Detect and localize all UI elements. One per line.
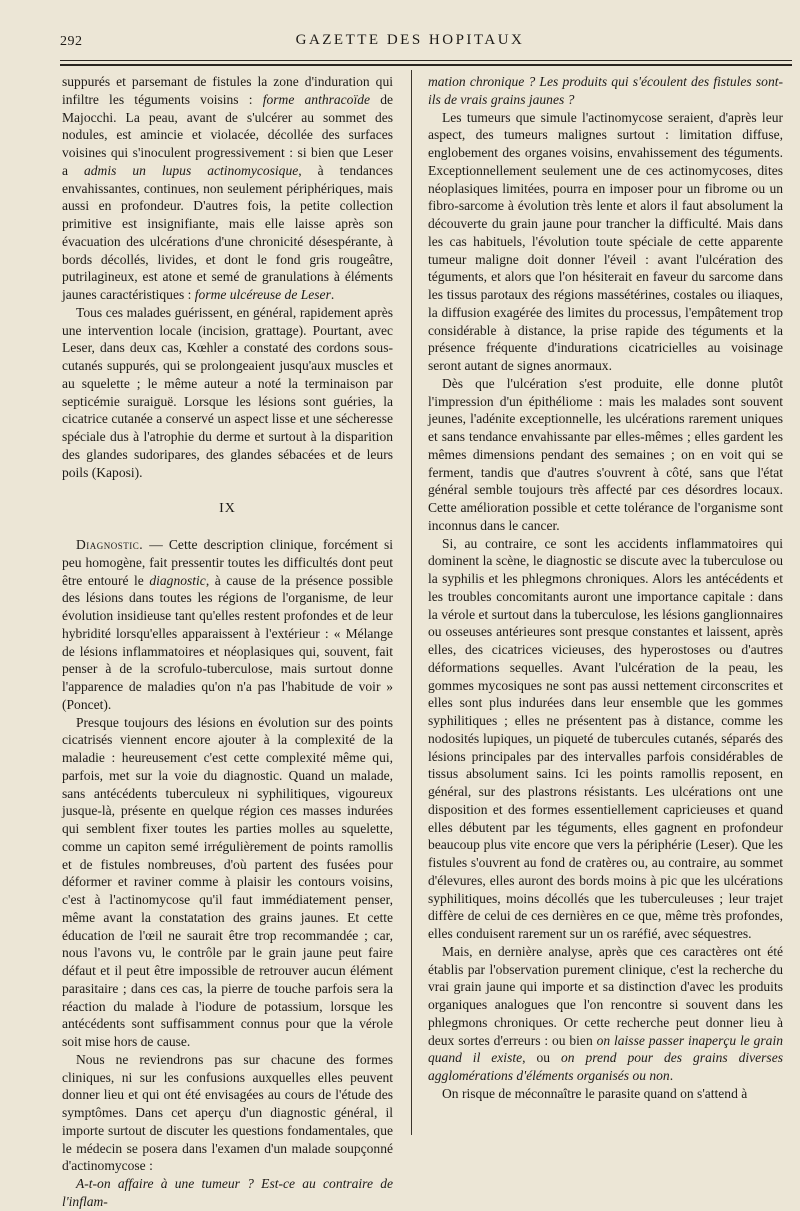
text-run: , ou <box>522 1050 561 1066</box>
italic-term: forme anthracoïde <box>262 91 370 107</box>
section-heading: IX <box>219 501 236 517</box>
left-column <box>62 73 394 1209</box>
page-header <box>60 30 760 54</box>
paragraph <box>62 536 393 714</box>
paragraph <box>62 1175 393 1211</box>
paragraph <box>62 73 393 304</box>
paragraph: Tous ces malades guérissent, en général, rapidement après une intervention locale (incision, grattage). Pourtant, avec Leser, dans deux cas, Kœhler a constaté des cordons sous-cutanés suppurés, qui se prolongeaient jusqu'aux muscles et au squelette ; le même auteur a noté la terminaison par septicémie suraiguë. Lorsque les lésions sont guéries, la cicatrice cutanée a conservé un aspect lisse et une sécheresse spéciale dus à l'atrophie du derme et surtout à la disparition des glandes sudoripares, des glandes sébacées et de leurs poils (Kaposi). <box>62 304 393 480</box>
text-run: , à tendances envahissantes, continues, non seulement périphériques, mais aussi en profondeur. D'autres fois, la petite collection primitive est insignifiante, mais elle laisse après son évacuation des ulcérations d'une chronicité désespérante, à bords décollés, livides, et dont le fond gris rougeâtre, putrilagineux, est atone et semé de granulations à éléments jaunes caractéristiques : <box>62 162 393 302</box>
section-lead: Diagnostic. <box>76 537 144 552</box>
italic-term: diagnostic <box>149 572 206 588</box>
paragraph: Les tumeurs que simule l'actinomycose seraient, d'après leur aspect, des tumeurs malignes surtout : limitation diffuse, englobement des organes voisins, envahissement des téguments. Exceptionnellement seulement une de ces actinomycoses, dites néoplasiques limitées, pourra en imposer pour un fibrome ou un fibro-sarcome à évolution très lente et alors il faut absolument la découverte du grain jaune pour trancher la difficulté. Mais dans les cas habituels, l'évolution toute spéciale de cette apparente tumeur maligne doit donner l'éveil : avant l'ulcération des téguments, et alors que l'on hésiterait en faveur du sarcome dans les tissus parotaux des régions massétérines, costales ou iliaques, la diffusion exagérée des limites du processus, l'empâtement trop considérable à distance, la prise rapide des téguments et la présence fréquente d'indurations cicatricielles au voisinage seront autant de signes anormaux. <box>428 109 783 373</box>
paragraph: Presque toujours des lésions en évolution sur des points cicatrisés viennent encore ajouter à la complexité de la maladie : heureusement c'est cette complexité même qui, parfois, met sur la voie du diagnostic. Quand un malade, sans antécédents tuberculeux ni syphilitiques, vigoureux jusque-là, présente en quelque région ces masses indurées qui semblent fixer toutes les parties molles au squelette, comme un capiton semé irrégulièrement de points ramollis et de fistules nombreuses, d'où partent des fusées pour déformer et raviner comme à plaisir les contours voisins, c'est à l'actinomycose qu'il faut immédiatement penser, même avant la constatation des grains jaunes. Et cette éducation de l'œil ne saurait être trop recommandée ; car, nous l'avons vu, le contrôle par le grain jaune peut faire défaut et il peut être impossible de retrouver aucun élément parasitaire ; dans ces cas, la pierre de touche parfois sera la réaction du malade à l'iodure de potassium, lorsque les antécédents sont suffisamment connus pour que la vérole soit mise hors de cause. <box>62 714 393 1049</box>
text-run: de Majocchi. La peau, avant de s'ulcérer au sommet des nodules, est amincie et violacée, décollée des surfaces voisines qui s'inoculent progressivement : si bien que Leser a <box>62 91 393 178</box>
text-run: — Cette description clinique, forcément si peu homogène, fait pressentir toutes les difficultés dont peut être entouré le <box>62 537 393 588</box>
text-run: Mais, en dernière analyse, après que ces caractères ont été établis par l'observation purement clinique, c'est la recherche du vrai grain jaune qui importe et sa distinction d'avec les produits organiques analogues que l'on rencontre si souvent dans les phlegmons chroniques. Or cette recherche peut donner lieu à deux sortes d'erreurs : ou bien <box>428 943 783 1048</box>
header-rule <box>60 60 792 61</box>
text-run: suppurés et parsemant de fistules la zone d'induration qui infiltre les téguments voisins : <box>62 74 393 107</box>
text-run: . <box>330 287 335 302</box>
paragraph: Nous ne reviendrons pas sur chacune des formes cliniques, ni sur les confusions auxquelles elles peuvent donner lieu et qui ont été envisagées au cours de l'étude des symptômes. Dans cet aperçu d'un diagnostic général, il importe surtout de discuter les questions fondamentales, que le médecin se posera dans l'examen d'un malade soupçonné d'actinomycose : <box>62 1051 393 1174</box>
italic-term: admis un lupus actinomycosique <box>84 162 299 178</box>
text-run: , à cause de la présence possible des lésions dans toutes les régions de l'organisme, de leur évolution insidieuse tant qu'elles restent profondes et de leur hybridité lorsqu'elles apparaissent à l'extérieur : « Mélange de lésions inflammatoires et néoplasiques qui, souvent, fait penser à de la scrofulo-tuberculose, mais surtout donne l'apparence de maladies qu'on n'a pas l'habitude de voir » (Poncet). <box>62 572 394 712</box>
paragraph <box>428 73 783 109</box>
paragraph: Dès que l'ulcération s'est produite, elle donne plutôt l'impression d'un épithéliome : mais les malades sont souvent jeunes, l'adénite exceptionnelle, les ulcérations rarement uniques et sans tendance envahissante par elles-mêmes ; elles gardent les mêmes dimensions pendant des semaines ; on en voit qui se ferment, tandis que d'autres s'ouvrent à côté, sans que l'état général semble toujours très affecté par ces désordres locaux. Cette amélioration possible et cette tolérance de l'organisme sont inconnus dans le cancer. <box>428 375 783 533</box>
italic-term: forme ulcéreuse de Leser <box>194 287 331 302</box>
text-run: . <box>669 1068 674 1083</box>
paragraph <box>428 943 783 1085</box>
page-number: 292 <box>60 34 83 49</box>
italic-term: on laisse passer inaperçu le grain quand il existe <box>428 1032 783 1066</box>
journal-title: GAZETTE DES HOPITAUX <box>295 32 525 48</box>
italic-question: mation chronique ? Les produits qui s'écoulent des fistules sont-ils de vrais grains jaunes ? <box>428 74 783 107</box>
paragraph: Si, au contraire, ce sont les accidents inflammatoires qui dominent la scène, le diagnostic se discute avec la tuberculose ou la syphilis et les phlegmons chroniques. Alors les antécédents et les troubles concomitants auront une importance capitale : dans la vérole et surtout dans la tuberculose, les lésions ganglionnaires ou osseuses antérieures sont presque constantes et laissent, après elles, des cicatrices vicieuses, des hyperostoses ou d'autres déformations sequelles. Avant l'ulcération de la peau, les gommes mycosiques ne sont pas aussi nettement circonscrites et elles sont plus indurées dans leur ensemble que les gommes syphilitiques ; elles ne présentent pas à distance, comme les nodosités lupiques, un piqueté de tubercules cutanés, séparés des lésions principales par des intervalles parfois considérables de tissus absolument sains. Ici les points ramollis reposent, en général, sur des plastrons résistants. Les ulcérations ont une disposition et des formes essentiellement capricieuses et quand elles débutent par les téguments, elles gagnent en profondeur beaucoup plus vite encore que vers la périphérie (Leser). Que les fistules s'ouvrent au fond de cratères ou, au contraire, au sommet d'élevures, elles auront des bords moins à pic que les ulcérations syphilitiques, moins décollés que les tuberculeuses ; leur trajet diffère de celui de ces dernières en ce que, même très profondes, elles conduisent rarement sur un os raréfié, avec séquestres. <box>428 535 783 941</box>
column-divider <box>411 70 412 1135</box>
header-rule-thick <box>60 64 792 66</box>
italic-question: A-t-on affaire à une tumeur ? Est-ce au contraire de l'inflam- <box>62 1176 393 1209</box>
right-column <box>428 73 783 1133</box>
paragraph: On risque de méconnaître le parasite quand on s'attend à <box>442 1085 748 1101</box>
italic-term: on prend pour des grains diverses agglomérations d'éléments organisés ou non <box>428 1050 783 1083</box>
